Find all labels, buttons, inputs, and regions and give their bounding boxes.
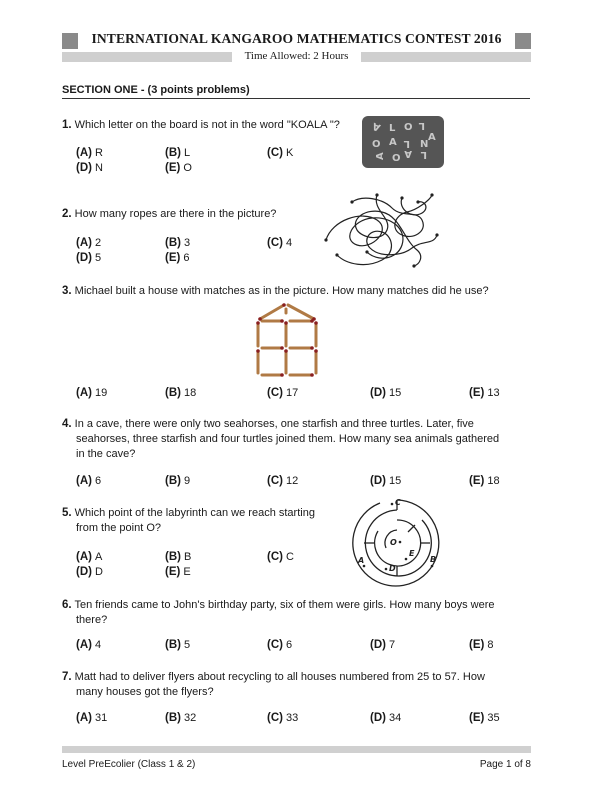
section-title: SECTION ONE - (3 points problems) xyxy=(62,84,250,96)
question-7 xyxy=(62,669,485,685)
question-text-line: seahorses, three starfish and four turtles joined them. How many sea animals gathered xyxy=(76,433,500,445)
labyrinth-label-o: O xyxy=(390,538,397,547)
question-4 xyxy=(62,416,532,432)
question-text-line: many houses got the flyers? xyxy=(76,686,214,698)
option-5e[interactable]: (E) E xyxy=(165,566,191,578)
option-4d[interactable]: (D) 15 xyxy=(370,475,402,487)
option-7e[interactable]: (E) 35 xyxy=(469,712,500,724)
question-number: 1. xyxy=(62,119,72,131)
option-4a[interactable]: (A) 6 xyxy=(76,475,102,487)
labyrinth-label-e: E xyxy=(409,549,415,558)
board-letter: L xyxy=(418,120,425,131)
option-2b[interactable]: (B) 3 xyxy=(165,237,191,249)
option-1a[interactable]: (A) R xyxy=(76,147,103,159)
section-divider xyxy=(62,98,530,99)
question-number: 4. xyxy=(62,418,72,430)
contest-title-bar xyxy=(62,33,531,49)
ropes-image xyxy=(322,190,442,272)
question-1 xyxy=(62,117,340,133)
time-bar-right xyxy=(361,52,531,62)
footer-page-number: Page 1 of 8 xyxy=(479,759,531,770)
option-2d[interactable]: (D) 5 xyxy=(76,252,102,264)
option-6e[interactable]: (E) 8 xyxy=(469,639,494,651)
option-4c[interactable]: (C) 12 xyxy=(267,475,299,487)
letter-board-image xyxy=(362,116,444,168)
question-6 xyxy=(62,597,495,613)
question-text: Which letter on the board is not in the word "KOALA "? xyxy=(74,119,340,131)
option-5c[interactable]: (C) C xyxy=(267,551,294,563)
question-number: 3. xyxy=(62,285,72,297)
question-3 xyxy=(62,283,489,299)
board-letter: N xyxy=(420,139,429,150)
option-6d[interactable]: (D) 7 xyxy=(370,639,396,651)
option-1b[interactable]: (B) L xyxy=(165,147,191,159)
option-2c[interactable]: (C) 4 xyxy=(267,237,293,249)
option-2e[interactable]: (E) 6 xyxy=(165,252,190,264)
option-2a[interactable]: (A) 2 xyxy=(76,237,102,249)
labyrinth-label-b: B xyxy=(430,555,437,564)
contest-title: INTERNATIONAL KANGAROO MATHEMATICS CONTEST 2016 xyxy=(91,31,502,46)
option-5d[interactable]: (D) D xyxy=(76,566,103,578)
option-3b[interactable]: (B) 18 xyxy=(165,387,197,399)
option-6c[interactable]: (C) 6 xyxy=(267,639,293,651)
option-1d[interactable]: (D) N xyxy=(76,162,103,174)
question-text-line: In a cave, there were only two seahorses, one starfish and three turtles. Later, five xyxy=(74,418,474,430)
time-bar-left xyxy=(62,52,232,62)
board-letter: L xyxy=(389,123,396,134)
option-3e[interactable]: (E) 13 xyxy=(469,387,500,399)
option-3c[interactable]: (C) 17 xyxy=(267,387,299,399)
option-4e[interactable]: (E) 18 xyxy=(469,475,500,487)
question-2 xyxy=(62,206,276,222)
board-letter: O xyxy=(404,122,413,133)
title-bar-left-block xyxy=(62,33,78,49)
question-number: 5. xyxy=(62,507,72,519)
option-4b[interactable]: (B) 9 xyxy=(165,475,191,487)
option-1e[interactable]: (E) O xyxy=(165,162,192,174)
option-7b[interactable]: (B) 32 xyxy=(165,712,197,724)
title-bar-right-block xyxy=(515,33,531,49)
option-7c[interactable]: (C) 33 xyxy=(267,712,299,724)
board-letter: A xyxy=(428,132,436,143)
question-text: How many ropes are there in the picture? xyxy=(74,208,277,220)
board-letter: A xyxy=(389,137,397,148)
question-text-line: from the point O? xyxy=(76,522,161,534)
question-text-line: in the cave? xyxy=(76,448,136,460)
matches-house-image xyxy=(248,301,328,379)
option-3a[interactable]: (A) 19 xyxy=(76,387,108,399)
option-6a[interactable]: (A) 4 xyxy=(76,639,102,651)
labyrinth-label-c: C xyxy=(395,498,401,507)
labyrinth-label-a: A xyxy=(358,556,365,565)
board-letter: O xyxy=(392,153,401,164)
question-5 xyxy=(62,505,315,521)
footer-level: Level PreEcolier (Class 1 & 2) xyxy=(62,759,196,770)
question-number: 7. xyxy=(62,671,72,683)
option-7a[interactable]: (A) 31 xyxy=(76,712,108,724)
question-number: 6. xyxy=(62,599,72,611)
labyrinth-label-d: D xyxy=(389,564,396,573)
board-letter: L xyxy=(420,149,427,160)
board-letter: A xyxy=(371,119,383,133)
board-letter: L xyxy=(403,138,410,149)
board-letter: A xyxy=(404,148,412,159)
option-3d[interactable]: (D) 15 xyxy=(370,387,402,399)
question-text-line: there? xyxy=(76,614,108,626)
option-6b[interactable]: (B) 5 xyxy=(165,639,191,651)
question-text-line: Matt had to deliver flyers about recycling to all houses numbered from 25 to 57. How xyxy=(74,671,485,683)
board-letter: O xyxy=(372,139,381,150)
question-text: Michael built a house with matches as in the picture. How many matches did he use? xyxy=(74,285,489,297)
time-allowed-bar xyxy=(62,51,531,63)
footer-bar xyxy=(62,746,531,753)
question-text-line: Ten friends came to John's birthday party, six of them were girls. How many boys were xyxy=(74,599,495,611)
question-text-line: Which point of the labyrinth can we reach starting xyxy=(74,507,315,519)
question-number: 2. xyxy=(62,208,72,220)
option-1c[interactable]: (C) K xyxy=(267,147,294,159)
labyrinth-image xyxy=(350,496,444,590)
option-5b[interactable]: (B) B xyxy=(165,551,192,563)
option-5a[interactable]: (A) A xyxy=(76,551,103,563)
time-allowed: Time Allowed: 2 Hours xyxy=(244,50,349,62)
option-7d[interactable]: (D) 34 xyxy=(370,712,402,724)
board-letter: A xyxy=(375,152,386,160)
